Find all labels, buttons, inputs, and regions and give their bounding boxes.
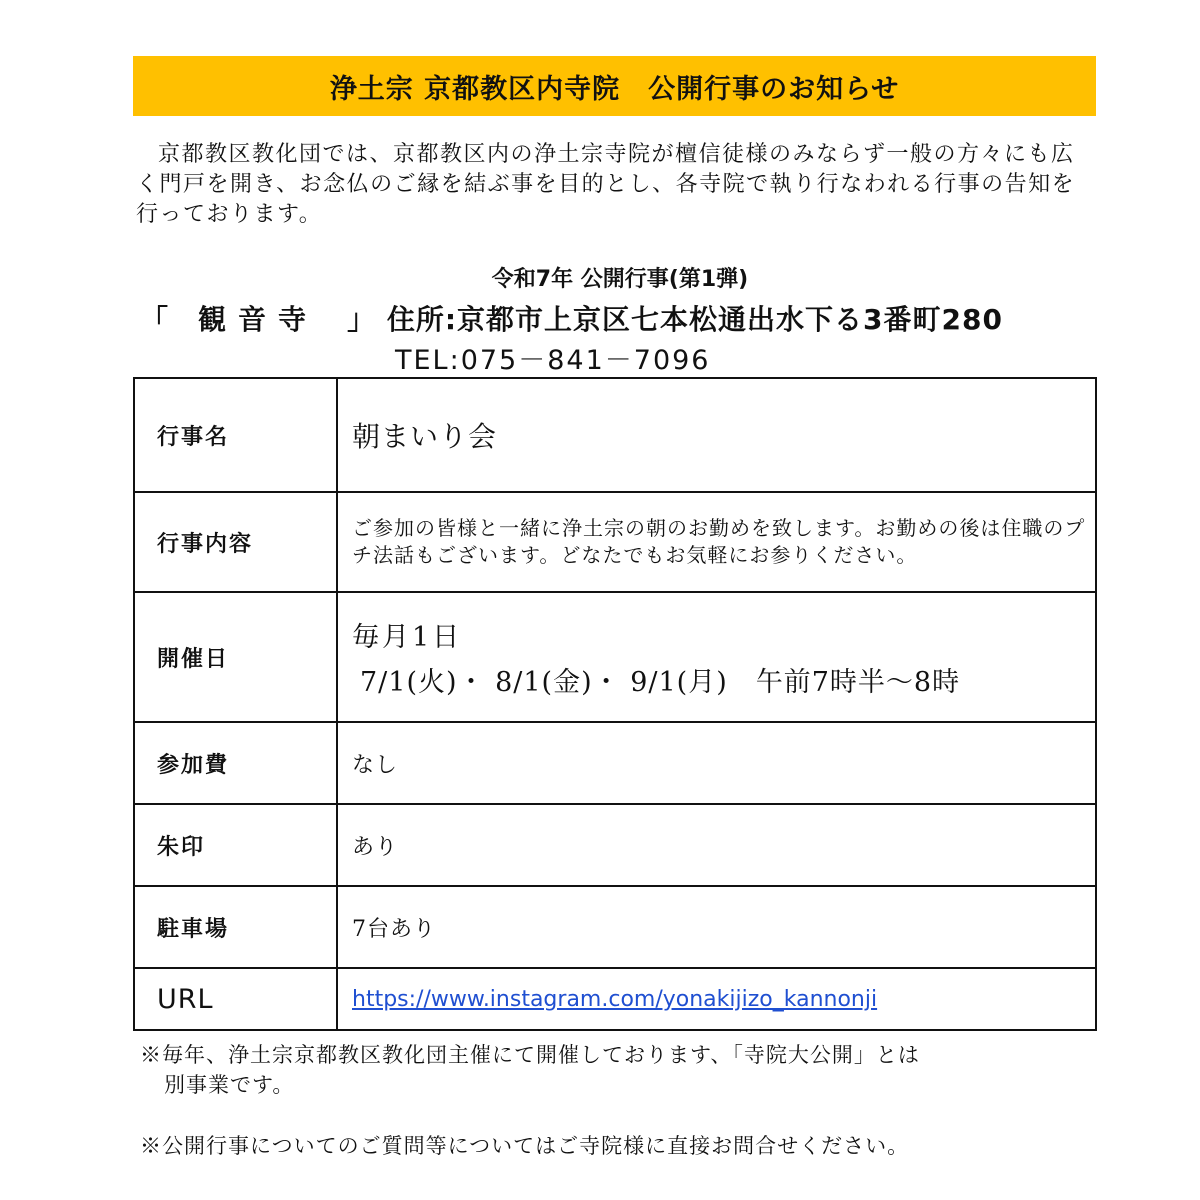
banner-title: 浄土宗 京都教区内寺院 公開行事のお知らせ bbox=[329, 73, 900, 105]
row-value-fee bbox=[337, 722, 1096, 804]
row-label-url: URL bbox=[134, 968, 337, 1030]
table-row bbox=[134, 722, 1096, 804]
row-value-url bbox=[337, 968, 1096, 1030]
temple-phone: TEL:075－841－7096 bbox=[395, 345, 711, 376]
table-row bbox=[134, 804, 1096, 886]
note1-line1: ※毎年、浄土宗京都教区教化団主催にて開催しております、「寺院大公開」とは bbox=[140, 1043, 920, 1067]
row-label-fee: 参加費 bbox=[134, 722, 337, 804]
temple-address: 住所:京都市上京区七本松通出水下る3番町280 bbox=[386, 303, 1003, 336]
row-label-event-date: 開催日 bbox=[134, 592, 337, 722]
note-separate-event bbox=[140, 1040, 1100, 1100]
row-value-event-date bbox=[337, 592, 1096, 722]
row-value-parking bbox=[337, 886, 1096, 968]
fee-value: なし bbox=[352, 752, 399, 778]
parking-value: 7台あり bbox=[352, 916, 436, 942]
intro-paragraph: 京都教区教化団では、京都教区内の浄土宗寺院が檀信徒様のみならず一般の方々にも広く門戸を開き、お念仏のご縁を結ぶ事を目的とし、各寺院で執り行なわれる行事の告知を行っております。 bbox=[136, 142, 1076, 227]
temple-bracket-close: 」 bbox=[347, 303, 377, 336]
row-value-event-content bbox=[337, 492, 1096, 592]
row-value-goshuin bbox=[337, 804, 1096, 886]
note-inquiries: ※公開行事についてのご質問等についてはご寺院様に直接お問合せください。 bbox=[140, 1134, 910, 1158]
table-row bbox=[134, 378, 1096, 492]
instagram-link[interactable]: https://www.instagram.com/yonakijizo_kannonji bbox=[352, 986, 878, 1012]
temple-bracket-open: 「 bbox=[140, 303, 170, 336]
row-label-event-name: 行事名 bbox=[134, 378, 337, 492]
note1-line2: 別事業です。 bbox=[164, 1073, 295, 1097]
event-name: 朝まいり会 bbox=[352, 420, 498, 453]
event-series-title: 令和7年 公開行事(第1弾) bbox=[491, 267, 749, 292]
event-content: ご参加の皆様と一緒に浄土宗の朝のお勤めを致します。お勤めの後は住職のプチ法話もございます。どなたでもお気軽にお参りください。 bbox=[352, 516, 1086, 567]
row-label-event-content: 行事内容 bbox=[134, 492, 337, 592]
row-label-parking: 駐車場 bbox=[134, 886, 337, 968]
table-row bbox=[134, 968, 1096, 1030]
event-info-table bbox=[133, 377, 1097, 1031]
temple-name: 観音寺 bbox=[198, 303, 319, 336]
table-row bbox=[134, 492, 1096, 592]
temple-line bbox=[140, 298, 1100, 338]
row-label-goshuin: 朱印 bbox=[134, 804, 337, 886]
goshuin-value: あり bbox=[352, 834, 399, 860]
event-date-schedule: 7/1(火)・ 8/1(金)・ 9/1(月) 午前7時半～8時 bbox=[360, 667, 961, 698]
table-row bbox=[134, 592, 1096, 722]
event-date-frequency: 毎月1日 bbox=[352, 622, 463, 653]
announcement-banner bbox=[133, 56, 1096, 116]
row-value-event-name bbox=[337, 378, 1096, 492]
table-row bbox=[134, 886, 1096, 968]
